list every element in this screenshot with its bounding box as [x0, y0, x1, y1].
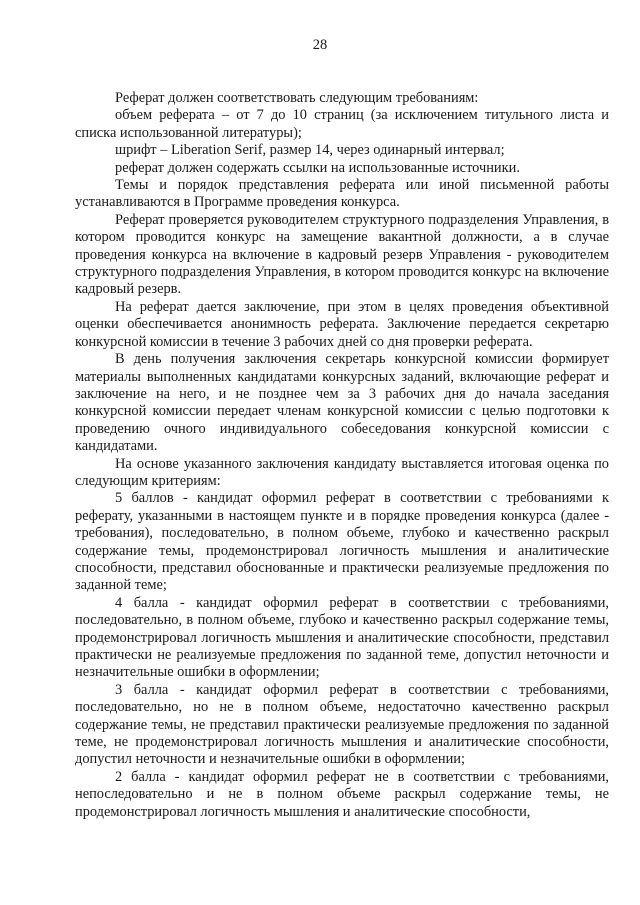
paragraph-topics: Темы и порядок представления реферата или иной письменной работы устанавливаются в Программе проведения конкурса. [75, 177, 609, 211]
paragraph-criteria-intro: На основе указанного заключения кандидату выставляется итоговая оценка по следующим критериям: [75, 455, 609, 489]
paragraph-requirements-intro: Реферат должен соответствовать следующим требованиям: [115, 90, 479, 106]
paragraph-materials: В день получения заключения секретарь конкурсной комиссии формирует материалы выполненных кандидатами конкурсных заданий, включающие реферат и заключение на него, и не позднее чем за 3 рабочих дня до начала заседания конкурсной комиссии передает членам конкурсной комиссии с целью подготовки к проведению очного индивидуального собеседования конкурсной комиссии с кандидатами. [75, 351, 609, 455]
paragraph-score-4: 4 балла - кандидат оформил реферат в соответствии с требованиями, последовательно, в полном объеме, глубоко и качественно раскрыл содержание темы, продемонстрировал логичность мышления и аналитические способности, представил практически не реализуемые предложения по заданной теме, допустил неточности и незначительные ошибки в оформлении; [75, 594, 609, 681]
paragraph-score-3: 3 балла - кандидат оформил реферат в соответствии с требованиями, последовательно, но не в полном объеме, недостаточно качественно раскрыл содержание темы, не представил практически реализуемые предложения по заданной теме, не продемонстрировал логичность мышления и аналитические способности, допустил неточности и незначительные ошибки в оформлении; [75, 681, 609, 768]
paragraph-references-requirement: реферат должен содержать ссылки на использованные источники. [115, 159, 520, 176]
paragraph-font-requirement: шрифт – Liberation Serif, размер 14, через одинарный интервал; [115, 142, 505, 159]
paragraph-conclusion: На реферат дается заключение, при этом в целях проведения объективной оценки обеспечивается анонимность реферата. Заключение передается секретарю конкурсной комиссии в течение 3 рабочих дней со дня проверки реферата. [75, 298, 609, 350]
paragraph-score-2: 2 балла - кандидат оформил реферат не в соответствии с требованиями, непоследовательно и не в полном объеме раскрыл содержание темы, не продемонстрировал логичность мышления и аналитические способности, [75, 768, 609, 820]
paragraph-volume-requirement: объем реферата – от 7 до 10 страниц (за исключением титульного листа и списка использованной литературы); [75, 107, 609, 141]
paragraph-score-5: 5 баллов - кандидат оформил реферат в соответствии с требованиями к реферату, указанными в настоящем пункте и в порядке проведения конкурса (далее - требования), последовательно, в полном объеме, глубоко и качественно раскрыл содержание темы, продемонстрировал логичность мышления и аналитические способности, представил обоснованные и практически реализуемые предложения по заданной теме; [75, 490, 609, 594]
document-body [75, 90, 609, 821]
paragraph-review: Реферат проверяется руководителем структурного подразделения Управления, в котором проводится конкурс на замещение вакантной должности, а в случае проведения конкурса на включение в кадровый резерв Управления - руководителем структурного подразделения Управления, в котором проводится конкурс на включение кадровый резерв. [75, 211, 609, 298]
page-number: 28 [312, 37, 328, 53]
